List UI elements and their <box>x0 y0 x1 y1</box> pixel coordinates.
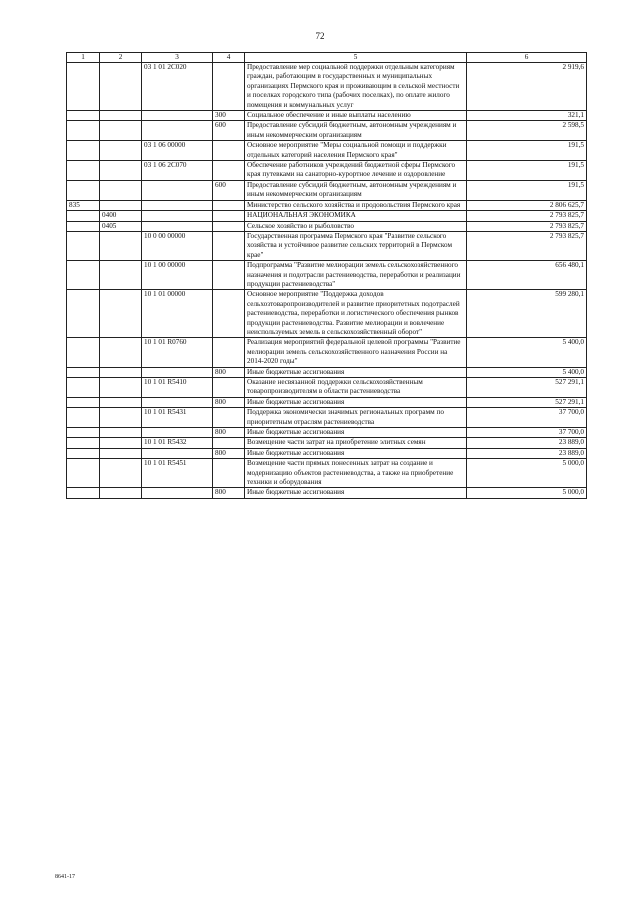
dept-code-cell <box>67 231 100 260</box>
table-row <box>67 459 587 488</box>
amount-cell: 37 700,0 <box>467 428 587 438</box>
column-header: 4 <box>213 53 245 63</box>
table-row <box>67 200 587 210</box>
amount-cell: 23 889,0 <box>467 438 587 448</box>
amount-cell: 2 806 625,7 <box>467 200 587 210</box>
section-code-cell <box>100 367 142 377</box>
target-code-cell <box>142 221 213 231</box>
expense-type-cell <box>213 63 245 111</box>
amount-cell: 191,5 <box>467 180 587 200</box>
expense-type-cell <box>213 161 245 181</box>
table-row <box>67 367 587 377</box>
expense-type-cell <box>213 200 245 210</box>
dept-code-cell <box>67 111 100 121</box>
section-code-cell <box>100 488 142 498</box>
table-row <box>67 111 587 121</box>
amount-cell: 5 400,0 <box>467 338 587 367</box>
dept-code-cell <box>67 397 100 407</box>
table-body <box>67 63 587 499</box>
expense-type-cell <box>213 141 245 161</box>
dept-code-cell <box>67 338 100 367</box>
target-code-cell: 10 1 01 R5431 <box>142 408 213 428</box>
item-name-cell: Подпрограмма "Развитие мелиорации земель сельскохозяйственного назначения и подотрасли растениеводства, переработки и реализации продукции растениеводства" <box>245 261 467 290</box>
item-name-cell: Государственная программа Пермского края "Развитие сельского хозяйства и устойчивое развитие сельских территорий в Пермском крае" <box>245 231 467 260</box>
target-code-cell: 10 1 01 R5451 <box>142 459 213 488</box>
item-name-cell: Иные бюджетные ассигнования <box>245 428 467 438</box>
table-row <box>67 397 587 407</box>
amount-cell: 191,5 <box>467 141 587 161</box>
table-row <box>67 408 587 428</box>
amount-cell: 5 400,0 <box>467 367 587 377</box>
expense-type-cell <box>213 221 245 231</box>
amount-cell: 527 291,1 <box>467 378 587 398</box>
item-name-cell: Реализация мероприятий федеральной целевой программы "Развитие мелиорации земель сельскохозяйственного назначения России на 2014-2020 годы" <box>245 338 467 367</box>
item-name-cell: Иные бюджетные ассигнования <box>245 367 467 377</box>
dept-code-cell: 835 <box>67 200 100 210</box>
dept-code-cell <box>67 121 100 141</box>
expense-type-cell: 800 <box>213 428 245 438</box>
target-code-cell: 10 1 01 R5410 <box>142 378 213 398</box>
dept-code-cell <box>67 438 100 448</box>
target-code-cell <box>142 488 213 498</box>
target-code-cell <box>142 211 213 221</box>
item-name-cell: Социальное обеспечение и иные выплаты населению <box>245 111 467 121</box>
dept-code-cell <box>67 408 100 428</box>
expense-type-cell: 800 <box>213 448 245 458</box>
item-name-cell: Основное мероприятие "Меры социальной помощи и поддержки отдельных категорий населения Пермского края" <box>245 141 467 161</box>
item-name-cell: НАЦИОНАЛЬНАЯ ЭКОНОМИКА <box>245 211 467 221</box>
section-code-cell <box>100 378 142 398</box>
expense-type-cell <box>213 338 245 367</box>
dept-code-cell <box>67 180 100 200</box>
target-code-cell: 10 1 01 R5432 <box>142 438 213 448</box>
section-code-cell <box>100 111 142 121</box>
section-code-cell <box>100 408 142 428</box>
section-code-cell: 0400 <box>100 211 142 221</box>
expense-type-cell <box>213 378 245 398</box>
item-name-cell: Оказание несвязанной поддержки сельскохозяйственным товаропроизводителям в области растениеводства <box>245 378 467 398</box>
amount-cell: 2 919,6 <box>467 63 587 111</box>
expense-type-cell <box>213 290 245 338</box>
item-name-cell: Поддержка экономически значимых региональных программ по приоритетным отраслям растениеводства <box>245 408 467 428</box>
target-code-cell: 03 1 06 00000 <box>142 141 213 161</box>
amount-cell: 527 291,1 <box>467 397 587 407</box>
dept-code-cell <box>67 141 100 161</box>
column-header: 5 <box>245 53 467 63</box>
page-number: 72 <box>315 31 325 41</box>
column-header: 1 <box>67 53 100 63</box>
section-code-cell <box>100 231 142 260</box>
section-code-cell: 0405 <box>100 221 142 231</box>
section-code-cell <box>100 438 142 448</box>
table-row <box>67 63 587 111</box>
target-code-cell: 10 1 00 00000 <box>142 261 213 290</box>
amount-cell: 321,1 <box>467 111 587 121</box>
section-code-cell <box>100 200 142 210</box>
amount-cell: 191,5 <box>467 161 587 181</box>
dept-code-cell <box>67 290 100 338</box>
dept-code-cell <box>67 211 100 221</box>
section-code-cell <box>100 448 142 458</box>
amount-cell: 5 000,0 <box>467 488 587 498</box>
table-row <box>67 121 587 141</box>
section-code-cell <box>100 180 142 200</box>
table-row <box>67 180 587 200</box>
section-code-cell <box>100 338 142 367</box>
section-code-cell <box>100 141 142 161</box>
item-name-cell: Министерство сельского хозяйства и продовольствия Пермского края <box>245 200 467 210</box>
table-row <box>67 161 587 181</box>
section-code-cell <box>100 459 142 488</box>
dept-code-cell <box>67 221 100 231</box>
amount-cell: 2 793 825,7 <box>467 231 587 260</box>
target-code-cell: 10 0 00 00000 <box>142 231 213 260</box>
column-header: 2 <box>100 53 142 63</box>
section-code-cell <box>100 161 142 181</box>
expense-type-cell <box>213 408 245 428</box>
budget-table <box>66 52 587 499</box>
dept-code-cell <box>67 367 100 377</box>
amount-cell: 5 000,0 <box>467 459 587 488</box>
target-code-cell: 03 1 06 2С070 <box>142 161 213 181</box>
amount-cell: 37 700,0 <box>467 408 587 428</box>
expense-type-cell: 300 <box>213 111 245 121</box>
column-header: 3 <box>142 53 213 63</box>
expense-type-cell <box>213 438 245 448</box>
footer-code: 8641-17 <box>55 874 75 880</box>
section-code-cell <box>100 397 142 407</box>
dept-code-cell <box>67 161 100 181</box>
item-name-cell: Предоставление мер социальной поддержки отдельным категориям граждан, работающим в государственных и муниципальных организациях Пермского края и проживающим в сельской местности и поселках городского типа (рабочих поселках), по оплате жилого помещения и коммунальных услуг <box>245 63 467 111</box>
expense-type-cell: 800 <box>213 397 245 407</box>
target-code-cell <box>142 397 213 407</box>
table-row <box>67 141 587 161</box>
target-code-cell <box>142 180 213 200</box>
item-name-cell: Иные бюджетные ассигнования <box>245 488 467 498</box>
amount-cell: 23 889,0 <box>467 448 587 458</box>
expense-type-cell: 600 <box>213 180 245 200</box>
item-name-cell: Предоставление субсидий бюджетным, автономным учреждениям и иным некоммерческим организациям <box>245 180 467 200</box>
target-code-cell <box>142 367 213 377</box>
amount-cell: 599 280,1 <box>467 290 587 338</box>
dept-code-cell <box>67 63 100 111</box>
target-code-cell <box>142 428 213 438</box>
section-code-cell <box>100 63 142 111</box>
table-row <box>67 438 587 448</box>
table-header-row <box>67 53 587 63</box>
expense-type-cell <box>213 459 245 488</box>
item-name-cell: Иные бюджетные ассигнования <box>245 448 467 458</box>
expense-type-cell: 800 <box>213 367 245 377</box>
section-code-cell <box>100 428 142 438</box>
amount-cell: 2 598,5 <box>467 121 587 141</box>
item-name-cell: Обеспечение работников учреждений бюджетной сферы Пермского края путевками на санаторно-курортное лечение и оздоровление <box>245 161 467 181</box>
item-name-cell: Возмещение части прямых понесенных затрат на создание и модернизацию объектов растениеводства, а также на приобретение техники и оборудования <box>245 459 467 488</box>
item-name-cell: Иные бюджетные ассигнования <box>245 397 467 407</box>
dept-code-cell <box>67 261 100 290</box>
table-row <box>67 231 587 260</box>
expense-type-cell <box>213 211 245 221</box>
item-name-cell: Основное мероприятие "Поддержка доходов сельхозтоваропроизводителей и развитие приоритетных подотраслей растениеводства, переработки и логистического обеспечения рынков продукции растениеводства. Развитие мелиорации и вовлечение неиспользуемых земель в сельскохозяйственный оборот" <box>245 290 467 338</box>
table-row <box>67 448 587 458</box>
item-name-cell: Предоставление субсидий бюджетным, автономным учреждениям и иным некоммерческим организациям <box>245 121 467 141</box>
dept-code-cell <box>67 488 100 498</box>
table-row <box>67 221 587 231</box>
target-code-cell <box>142 448 213 458</box>
dept-code-cell <box>67 428 100 438</box>
table-row <box>67 378 587 398</box>
section-code-cell <box>100 290 142 338</box>
target-code-cell <box>142 111 213 121</box>
dept-code-cell <box>67 448 100 458</box>
dept-code-cell <box>67 378 100 398</box>
table-row <box>67 261 587 290</box>
section-code-cell <box>100 261 142 290</box>
amount-cell: 2 793 825,7 <box>467 221 587 231</box>
expense-type-cell: 600 <box>213 121 245 141</box>
amount-cell: 2 793 825,7 <box>467 211 587 221</box>
expense-type-cell <box>213 231 245 260</box>
target-code-cell: 10 1 01 00000 <box>142 290 213 338</box>
target-code-cell: 03 1 01 2С020 <box>142 63 213 111</box>
section-code-cell <box>100 121 142 141</box>
dept-code-cell <box>67 459 100 488</box>
target-code-cell <box>142 200 213 210</box>
table-row <box>67 290 587 338</box>
table-row <box>67 211 587 221</box>
expense-type-cell: 800 <box>213 488 245 498</box>
amount-cell: 656 480,1 <box>467 261 587 290</box>
item-name-cell: Сельское хозяйство и рыболовство <box>245 221 467 231</box>
table-row <box>67 488 587 498</box>
table-row <box>67 428 587 438</box>
table-row <box>67 338 587 367</box>
column-header: 6 <box>467 53 587 63</box>
target-code-cell <box>142 121 213 141</box>
expense-type-cell <box>213 261 245 290</box>
item-name-cell: Возмещение части затрат на приобретение элитных семян <box>245 438 467 448</box>
target-code-cell: 10 1 01 R0760 <box>142 338 213 367</box>
